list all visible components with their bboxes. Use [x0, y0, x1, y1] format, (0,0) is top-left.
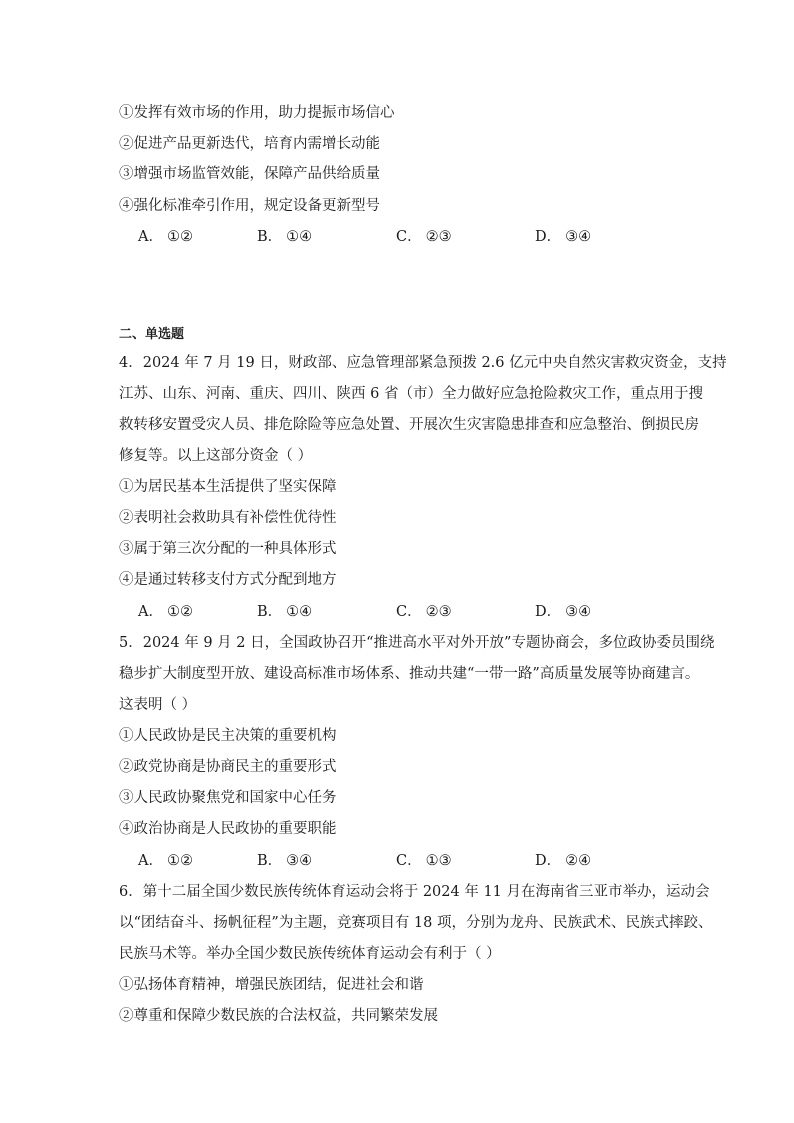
option-letter: B． — [257, 853, 283, 869]
q6-stem-line-1: 6．第十二届全国少数民族传统体育运动会将于 2024 年 11 月在海南省三亚市举办，运动会 — [119, 884, 710, 900]
q5-statement-4: ④政治协商是人民政协的重要职能 — [119, 821, 337, 837]
q4-option-d — [535, 602, 591, 622]
q4-statement-3: ③属于第三次分配的一种具体形式 — [119, 541, 337, 557]
q4-option-a — [138, 602, 193, 622]
q3-option-a — [138, 227, 193, 247]
option-value: ①④ — [286, 604, 313, 620]
option-letter: B． — [257, 229, 283, 245]
q3-statement-2: ②促进产品更新迭代，培育内需增长动能 — [119, 136, 380, 152]
q4-statement-2: ②表明社会救助具有补偿性优待性 — [119, 510, 337, 526]
q3-option-c — [396, 227, 452, 247]
q4-stem-line-3: 救转移安置受灾人员、排危除险等应急处置、开展次生灾害隐患排查和应急整治、倒损民房 — [119, 417, 699, 433]
option-letter: A． — [138, 604, 163, 620]
q4-stem-line-4: 修复等。以上这部分资金（ ） — [119, 448, 313, 464]
q6-stem-line-3: 民族马术等。举办全国少数民族传统体育运动会有利于（ ） — [119, 946, 501, 962]
section-title: 二、单选题 — [119, 327, 185, 342]
option-letter: C． — [396, 604, 422, 620]
q5-statement-2: ②政党协商是协商民主的重要形式 — [119, 759, 337, 775]
option-value: ②④ — [565, 853, 592, 869]
q5-stem-line-3: 这表明（ ） — [119, 697, 197, 713]
q5-option-d — [535, 851, 591, 871]
q5-statement-3: ③人民政协聚焦党和国家中心任务 — [119, 790, 337, 806]
option-letter: D． — [535, 229, 562, 245]
option-value: ②③ — [425, 229, 452, 245]
q5-stem-line-1: 5．2024 年 9 月 2 日，全国政协召开“推进高水平对外开放”专题协商会，多位政协委员围绕 — [119, 635, 715, 651]
option-value: ②③ — [425, 604, 452, 620]
option-value: ①② — [166, 604, 193, 620]
q3-statement-4: ④强化标准牵引作用，规定设备更新型号 — [119, 198, 380, 214]
q4-option-c — [396, 602, 452, 622]
q5-option-b — [257, 851, 312, 871]
option-value: ③④ — [565, 604, 592, 620]
q5-statement-1: ①人民政协是民主决策的重要机构 — [119, 728, 337, 744]
option-value: ①③ — [425, 853, 452, 869]
option-letter: A． — [138, 229, 163, 245]
option-value: ①④ — [286, 229, 313, 245]
option-value: ③④ — [286, 853, 313, 869]
option-value: ①② — [166, 853, 193, 869]
q3-statement-3: ③增强市场监管效能，保障产品供给质量 — [119, 166, 380, 182]
option-letter: C． — [396, 853, 422, 869]
q4-stem-line-2: 江苏、山东、河南、重庆、四川、陕西 6 省（市）全力做好应急抢险救灾工作，重点用于搜 — [119, 386, 703, 402]
option-letter: D． — [535, 604, 562, 620]
q4-option-b — [257, 602, 312, 622]
q4-options — [138, 602, 598, 622]
q4-statement-1: ①为居民基本生活提供了坚实保障 — [119, 479, 337, 495]
option-value: ①② — [166, 229, 193, 245]
q5-stem-line-2: 稳步扩大制度型开放、建设高标准市场体系、推动共建“一带一路”高质量发展等协商建言。 — [119, 666, 700, 682]
q6-statement-2: ②尊重和保障少数民族的合法权益，共同繁荣发展 — [119, 1008, 438, 1024]
q4-stem-line-1: 4．2024 年 7 月 19 日，财政部、应急管理部紧急预拨 2.6 亿元中央自然灾害救灾资金，支持 — [119, 355, 727, 371]
q3-options — [138, 227, 598, 247]
q3-option-d — [535, 227, 591, 247]
option-letter: A． — [138, 853, 163, 869]
q4-statement-4: ④是通过转移支付方式分配到地方 — [119, 572, 337, 588]
option-letter: B． — [257, 604, 283, 620]
q6-statement-1: ①弘扬体育精神，增强民族团结，促进社会和谐 — [119, 977, 424, 993]
option-letter: C． — [396, 229, 422, 245]
q5-option-c — [396, 851, 452, 871]
q5-options — [138, 851, 598, 871]
option-letter: D． — [535, 853, 562, 869]
q5-option-a — [138, 851, 193, 871]
q3-option-b — [257, 227, 312, 247]
option-value: ③④ — [565, 229, 592, 245]
q3-statement-1: ①发挥有效市场的作用，助力提振市场信心 — [119, 105, 395, 121]
q6-stem-line-2: 以“团结奋斗、扬帆征程”为主题，竞赛项目有 18 项，分别为龙舟、民族武术、民族式摔跤、 — [119, 915, 713, 931]
